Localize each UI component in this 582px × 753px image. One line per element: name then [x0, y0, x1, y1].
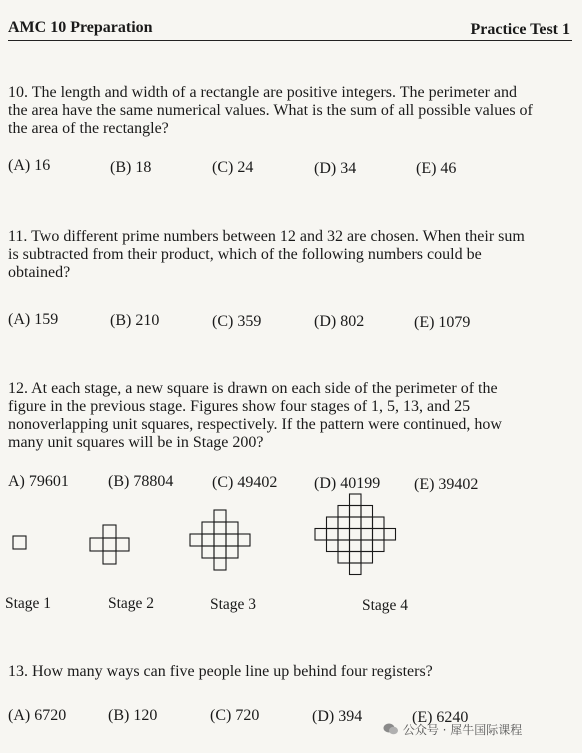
- choice-e: (E) 39402: [414, 476, 479, 493]
- unit-square: [350, 552, 362, 564]
- choice-d: (D) 40199: [314, 475, 381, 492]
- wechat-icon: [383, 722, 399, 736]
- unit-square: [190, 534, 202, 546]
- unit-square: [327, 517, 339, 529]
- choice-b: (B) 78804: [108, 473, 174, 490]
- unit-square: [103, 525, 116, 538]
- stage-1-figure: [12, 535, 28, 551]
- stage-3-figure: [189, 509, 255, 575]
- unit-square: [361, 540, 373, 552]
- unit-square: [214, 510, 226, 522]
- unit-square: [350, 540, 362, 552]
- question-line: figure in the previous stage. Figures show four stages of 1, 5, 13, and 25: [8, 398, 471, 415]
- unit-square: [384, 529, 396, 541]
- unit-square: [13, 536, 26, 549]
- unit-square: [338, 552, 350, 564]
- unit-square: [214, 546, 226, 558]
- choice-a: (A) 16: [8, 157, 51, 174]
- question-line: 11. Two different prime numbers between 12 and 32 are chosen. When their sum: [8, 228, 525, 245]
- choice-b: (B) 18: [110, 159, 152, 176]
- unit-square: [226, 534, 238, 546]
- unit-square: [350, 506, 362, 518]
- header-test-label: Practice Test 1: [470, 21, 570, 38]
- question-line: the area of the rectangle?: [8, 120, 169, 137]
- unit-square: [350, 517, 362, 529]
- unit-square: [214, 534, 226, 546]
- choice-c: (C) 49402: [212, 474, 278, 491]
- header-rule: [8, 40, 572, 41]
- question-10: [8, 84, 573, 138]
- choice-d: (D) 394: [312, 708, 363, 725]
- unit-square: [226, 522, 238, 534]
- unit-square: [373, 517, 385, 529]
- choice-c: (C) 24: [212, 159, 254, 176]
- unit-square: [338, 517, 350, 529]
- stage-4-label: Stage 4: [362, 597, 409, 614]
- choice-e: (E) 46: [416, 160, 457, 177]
- unit-square: [338, 506, 350, 518]
- stage-1-label: Stage 1: [5, 595, 52, 612]
- choice-d: (D) 34: [314, 160, 357, 177]
- unit-square: [315, 529, 327, 541]
- choice-e: (E) 1079: [414, 314, 471, 331]
- unit-square: [202, 546, 214, 558]
- unit-square: [361, 552, 373, 564]
- unit-square: [373, 529, 385, 541]
- unit-square: [116, 538, 129, 551]
- unit-square: [338, 540, 350, 552]
- unit-square: [327, 540, 339, 552]
- choice-c: (C) 359: [212, 313, 262, 330]
- unit-square: [214, 522, 226, 534]
- unit-square: [350, 563, 362, 575]
- question-12: [8, 380, 573, 452]
- choice-b: (B) 120: [108, 707, 158, 724]
- stage-2-figure: [89, 524, 131, 566]
- question-line: many unit squares will be in Stage 200?: [8, 434, 264, 451]
- unit-square: [202, 534, 214, 546]
- unit-square: [361, 529, 373, 541]
- unit-square: [226, 546, 238, 558]
- choice-a: (A) 6720: [8, 707, 67, 724]
- unit-square: [214, 558, 226, 570]
- unit-square: [361, 517, 373, 529]
- stage-3-label: Stage 3: [210, 596, 257, 613]
- unit-square: [202, 522, 214, 534]
- unit-square: [373, 540, 385, 552]
- unit-square: [361, 506, 373, 518]
- watermark-text: 公众号 · 犀牛国际课程: [402, 723, 523, 737]
- choice-a: A) 79601: [8, 473, 69, 490]
- choice-c: (C) 720: [210, 707, 260, 724]
- choice-b: (B) 210: [110, 312, 160, 329]
- stage-4-figure: [314, 493, 408, 587]
- question-line: 10. The length and width of a rectangle are positive integers. The perimeter and: [8, 84, 518, 101]
- question-line: is subtracted from their product, which of the following numbers could be: [8, 246, 482, 263]
- unit-square: [103, 551, 116, 564]
- choice-e: (E) 6240: [412, 709, 469, 726]
- choice-a: (A) 159: [8, 311, 59, 328]
- unit-square: [103, 538, 116, 551]
- question-13: [8, 663, 573, 681]
- unit-square: [327, 529, 339, 541]
- unit-square: [350, 494, 362, 506]
- unit-square: [350, 529, 362, 541]
- watermark: [383, 721, 522, 738]
- choice-d: (D) 802: [314, 313, 365, 330]
- question-line: nonoverlapping unit squares, respectively. If the pattern were continued, how: [8, 416, 502, 433]
- question-line: the area have the same numerical values. What is the sum of all possible values of: [8, 102, 533, 119]
- question-line: obtained?: [8, 264, 71, 281]
- unit-square: [238, 534, 250, 546]
- question-line: 13. How many ways can five people line up behind four registers?: [8, 663, 433, 680]
- header-title: AMC 10 Preparation: [8, 19, 153, 36]
- unit-square: [338, 529, 350, 541]
- question-11: [8, 228, 573, 282]
- stage-2-label: Stage 2: [108, 595, 155, 612]
- question-line: 12. At each stage, a new square is drawn on each side of the perimeter of the: [8, 380, 498, 397]
- unit-square: [90, 538, 103, 551]
